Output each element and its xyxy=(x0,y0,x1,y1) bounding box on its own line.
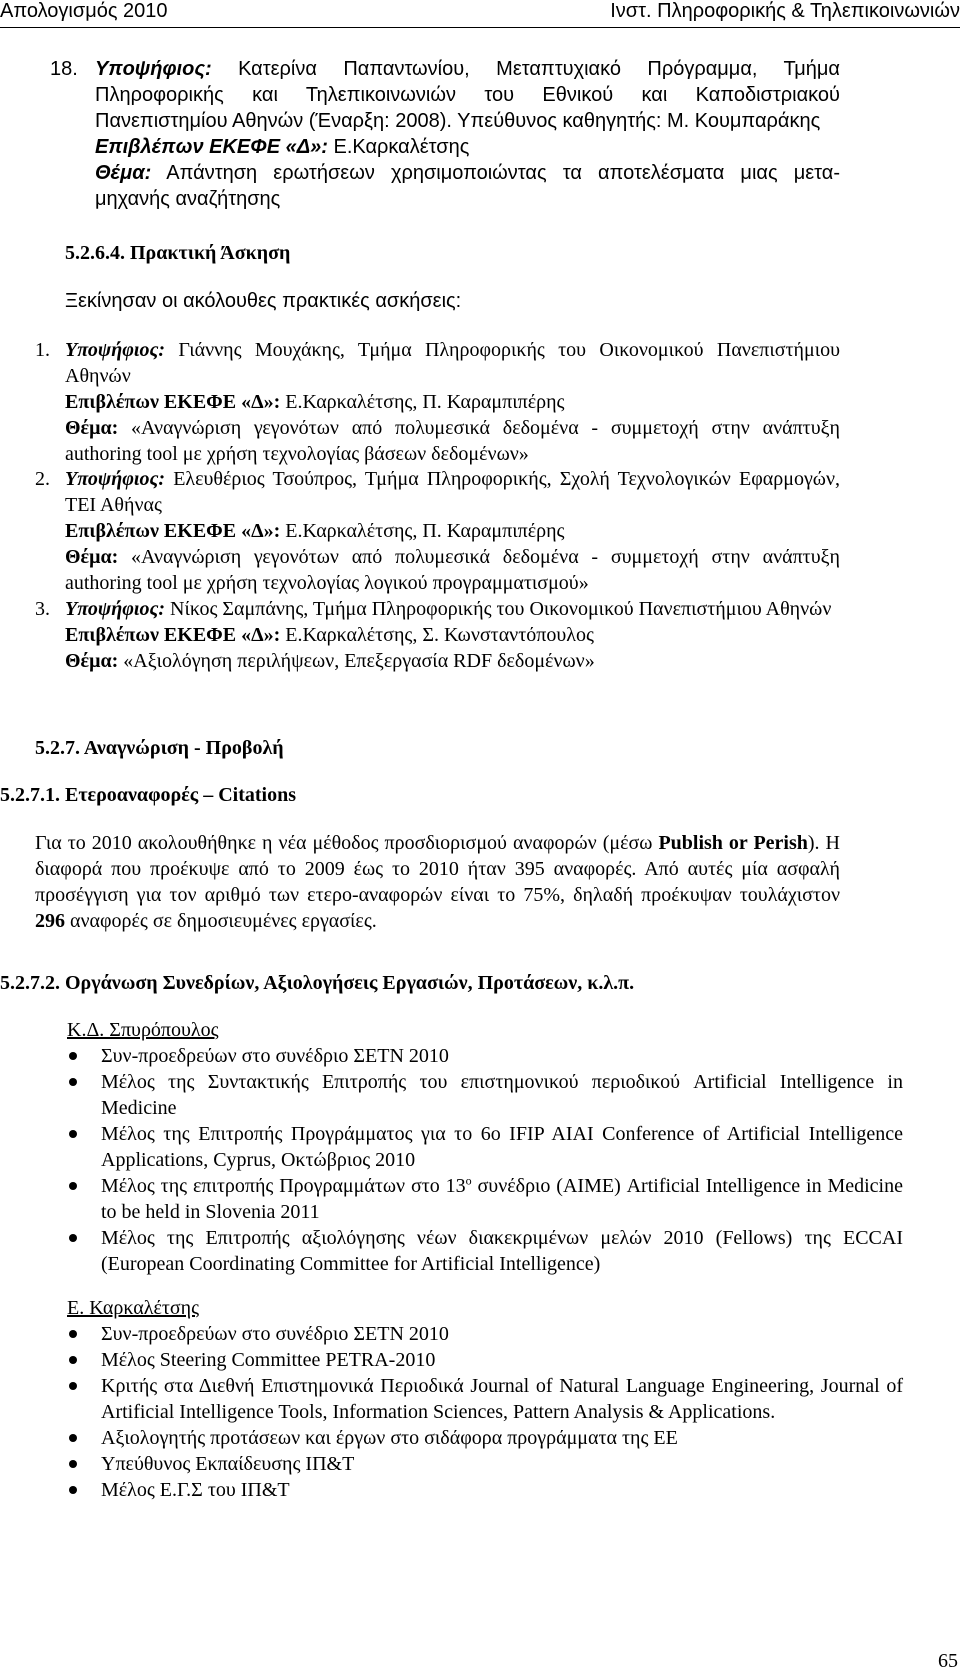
candidate-text: Γιάννης Μουχάκης, Τμήμα Πληροφορικής του Οικονομικού Πανεπιστήμιου Αθηνών xyxy=(65,339,840,387)
supervisor-text: Ε.Καρκαλέτσης, Π. Καραμπιπέρης xyxy=(280,391,565,413)
bullet-icon xyxy=(69,1460,77,1468)
ordinal-superscript: ο xyxy=(465,1173,472,1188)
bullet-icon xyxy=(69,1330,77,1338)
bullet-icon xyxy=(69,1486,77,1494)
supervisor-label: Επιβλέπων ΕΚΕΦΕ «Δ»: xyxy=(65,391,281,413)
topic-text: «Αξιολόγηση περιλήψεων, Επεξεργασία RDF δεδομένων» xyxy=(118,650,595,672)
citation-count: 296 xyxy=(35,910,65,932)
item-number: 18. xyxy=(50,58,78,80)
bullet-icon xyxy=(69,1382,77,1390)
supervisor-label: Επιβλέπων ΕΚΕΦΕ «Δ»: xyxy=(65,520,281,542)
practicum-2-number: 2. xyxy=(35,468,50,490)
candidate-label: Υποψήφιος: xyxy=(65,468,166,490)
list-item: Υπεύθυνος Εκπαίδευσης ΙΠ&Τ xyxy=(67,1451,903,1477)
section-527-title: 5.2.7. Αναγνώριση - Προβολή xyxy=(35,737,284,759)
header-right-title: Ινστ. Πληροφορικής & Τηλεπικοινωνιών xyxy=(610,0,960,22)
supervisor-text: Ε.Καρκαλέτσης, Σ. Κωνσταντόπουλος xyxy=(280,624,594,646)
topic-label: Θέμα: xyxy=(65,650,119,672)
supervisor-text: Ε.Καρκαλέτσης, Π. Καραμπιπέρης xyxy=(280,520,565,542)
item-18-text xyxy=(95,56,840,212)
candidate-text: Ελευθέριος Τσούπρος, Τμήμα Πληροφορικής, Σχολή Τεχνολογικών Εφαρμογών, ΤΕΙ Αθήνας xyxy=(65,468,840,516)
list-item: Συν-προεδρεύων στο συνέδριο ΣΕΤΝ 2010 xyxy=(67,1321,903,1347)
supervisor-label: Επιβλέπων ΕΚΕΦΕ «Δ»: xyxy=(65,624,281,646)
bullet-icon xyxy=(69,1356,77,1364)
citations-text-a: Για το 2010 ακολουθήθηκε η νέα μέθοδος προσδιορισμού αναφορών (μέσω xyxy=(35,832,659,854)
header-rule xyxy=(0,27,960,28)
practicum-item-2 xyxy=(65,466,840,596)
supervisor-text: Ε.Καρκαλέτσης xyxy=(327,136,470,158)
section-5264-intro: Ξεκίνησαν οι ακόλουθες πρακτικές ασκήσεις: xyxy=(65,290,462,312)
list-item: Αξιολογητής προτάσεων και έργων στο σιδάφορα προγράμματα της ΕΕ xyxy=(67,1425,903,1451)
practicum-3-number: 3. xyxy=(35,598,50,620)
candidate-text: Νίκος Σαμπάνης, Τμήμα Πληροφορικής του Οικονομικού Πανεπιστήμιου Αθηνών xyxy=(165,598,832,620)
supervisor-label: Επιβλέπων ΕΚΕΦΕ «Δ»: xyxy=(95,136,328,158)
candidate-label: Υποψήφιος: xyxy=(65,598,166,620)
bullet-icon xyxy=(69,1078,77,1086)
candidate-text: Κατερίνα Παπαντωνίου, Μεταπτυχιακό Πρόγραμμα, Τμήμα Πληροφορικής και Τηλεπικοινωνιών του Εθνικού και Καποδιστριακού Πανεπιστημίου Αθηνών (Έναρξη: 2008). Υπεύθυνος καθηγητής: Μ. Κουμπαράκης xyxy=(95,58,840,132)
topic-label: Θέμα: xyxy=(65,546,119,568)
list-item: Μέλος της Επιτροπής Προγράμματος για το 6ο IFIP AIAI Conference of Artificial Intelligence Applications, Cyprus, Οκτώβριος 2010 xyxy=(67,1121,903,1173)
topic-label: Θέμα: xyxy=(95,162,152,184)
section-5271-title: 5.2.7.1. Ετεροαναφορές – Citations xyxy=(0,784,297,806)
list-item: Κριτής στα Διεθνή Επιστημονικά Περιοδικά Journal of Natural Language Engineering, Journal of Artificial Intelligence Tools, Information Sciences, Pattern Analysis & Applications. xyxy=(67,1373,903,1425)
topic-text: «Αναγνώριση γεγονότων από πολυμεσικά δεδομένα - συμμετοχή στην ανάπτυξη authoring tool με χρήση τεχνολογίας βάσεων δεδομένων» xyxy=(65,417,840,465)
section-5272-title: 5.2.7.2. Οργάνωση Συνεδρίων, Αξιολογήσεις Εργασιών, Προτάσεων, κ.λ.π. xyxy=(0,972,635,994)
section-5264-title: 5.2.6.4. Πρακτική Άσκηση xyxy=(65,242,291,264)
candidate-label: Υποψήφιος: xyxy=(65,339,166,361)
bullet-icon xyxy=(69,1130,77,1138)
list-item: Μέλος της επιτροπής Προγραμμάτων στο $13^o$ συνέδριο (AIME) Artificial Intelligence in Medicine to be held in Slovenia 2011 xyxy=(67,1173,903,1225)
list-item: Μέλος της Συντακτικής Επιτροπής του επιστημονικού περιοδικού Artificial Intelligence in Medicine xyxy=(67,1069,903,1121)
bullet-icon xyxy=(69,1234,77,1242)
citations-paragraph xyxy=(35,830,840,934)
bullet-icon xyxy=(69,1434,77,1442)
list-item: Συν-προεδρεύων στο συνέδριο ΣΕΤΝ 2010 xyxy=(67,1043,903,1069)
practicum-item-1 xyxy=(65,337,840,467)
practicum-item-3 xyxy=(65,596,840,674)
person-1-list xyxy=(67,1043,903,1277)
person-1-name: Κ.Δ. Σπυρόπουλος xyxy=(67,1019,219,1041)
list-item: Μέλος της Επιτροπής αξιολόγησης νέων διακεκριμένων μελών 2010 (Fellows) της ECCAI (European Coordinating Committee for Artificial Intelligence) xyxy=(67,1225,903,1277)
practicum-1-number: 1. xyxy=(35,339,50,361)
topic-text: «Αναγνώριση γεγονότων από πολυμεσικά δεδομένα - συμμετοχή στην ανάπτυξη authoring tool με χρήση τεχνολογίας λογικού προγραμματισμού» xyxy=(65,546,840,594)
bullet-icon xyxy=(69,1052,77,1060)
bullet-icon xyxy=(69,1182,77,1190)
publish-or-perish: Publish or Perish xyxy=(658,832,808,854)
person-2-list xyxy=(67,1321,903,1503)
citations-text-b: ). Η διαφορά που προέκυψε από το 2009 έως το 2010 ήταν 395 αναφορές. Από αυτές μία ασφαλή προσέγγιση για τον αριθμό των ετερο-αναφορών είναι το 75%, δηλαδή προέκυψαν τουλάχιστον xyxy=(35,832,841,906)
list-item: Μέλος Ε.Γ.Σ του ΙΠ&Τ xyxy=(67,1477,903,1503)
list-item: Μέλος Steering Committee PETRA-2010 xyxy=(67,1347,903,1373)
person-2-name: Ε. Καρκαλέτσης xyxy=(67,1297,200,1319)
citations-text-c: αναφορές σε δημοσιευμένες εργασίες. xyxy=(65,910,377,932)
topic-label: Θέμα: xyxy=(65,417,119,439)
candidate-label: Υποψήφιος: xyxy=(95,58,212,80)
page-number: 65 xyxy=(938,1650,958,1672)
page-header xyxy=(0,0,960,24)
header-left-title: Απολογισμός 2010 xyxy=(0,0,168,22)
topic-text: Απάντηση ερωτήσεων χρησιμοποιώντας τα αποτελέσματα μιας μετα-μηχανής αναζήτησης xyxy=(95,162,840,210)
